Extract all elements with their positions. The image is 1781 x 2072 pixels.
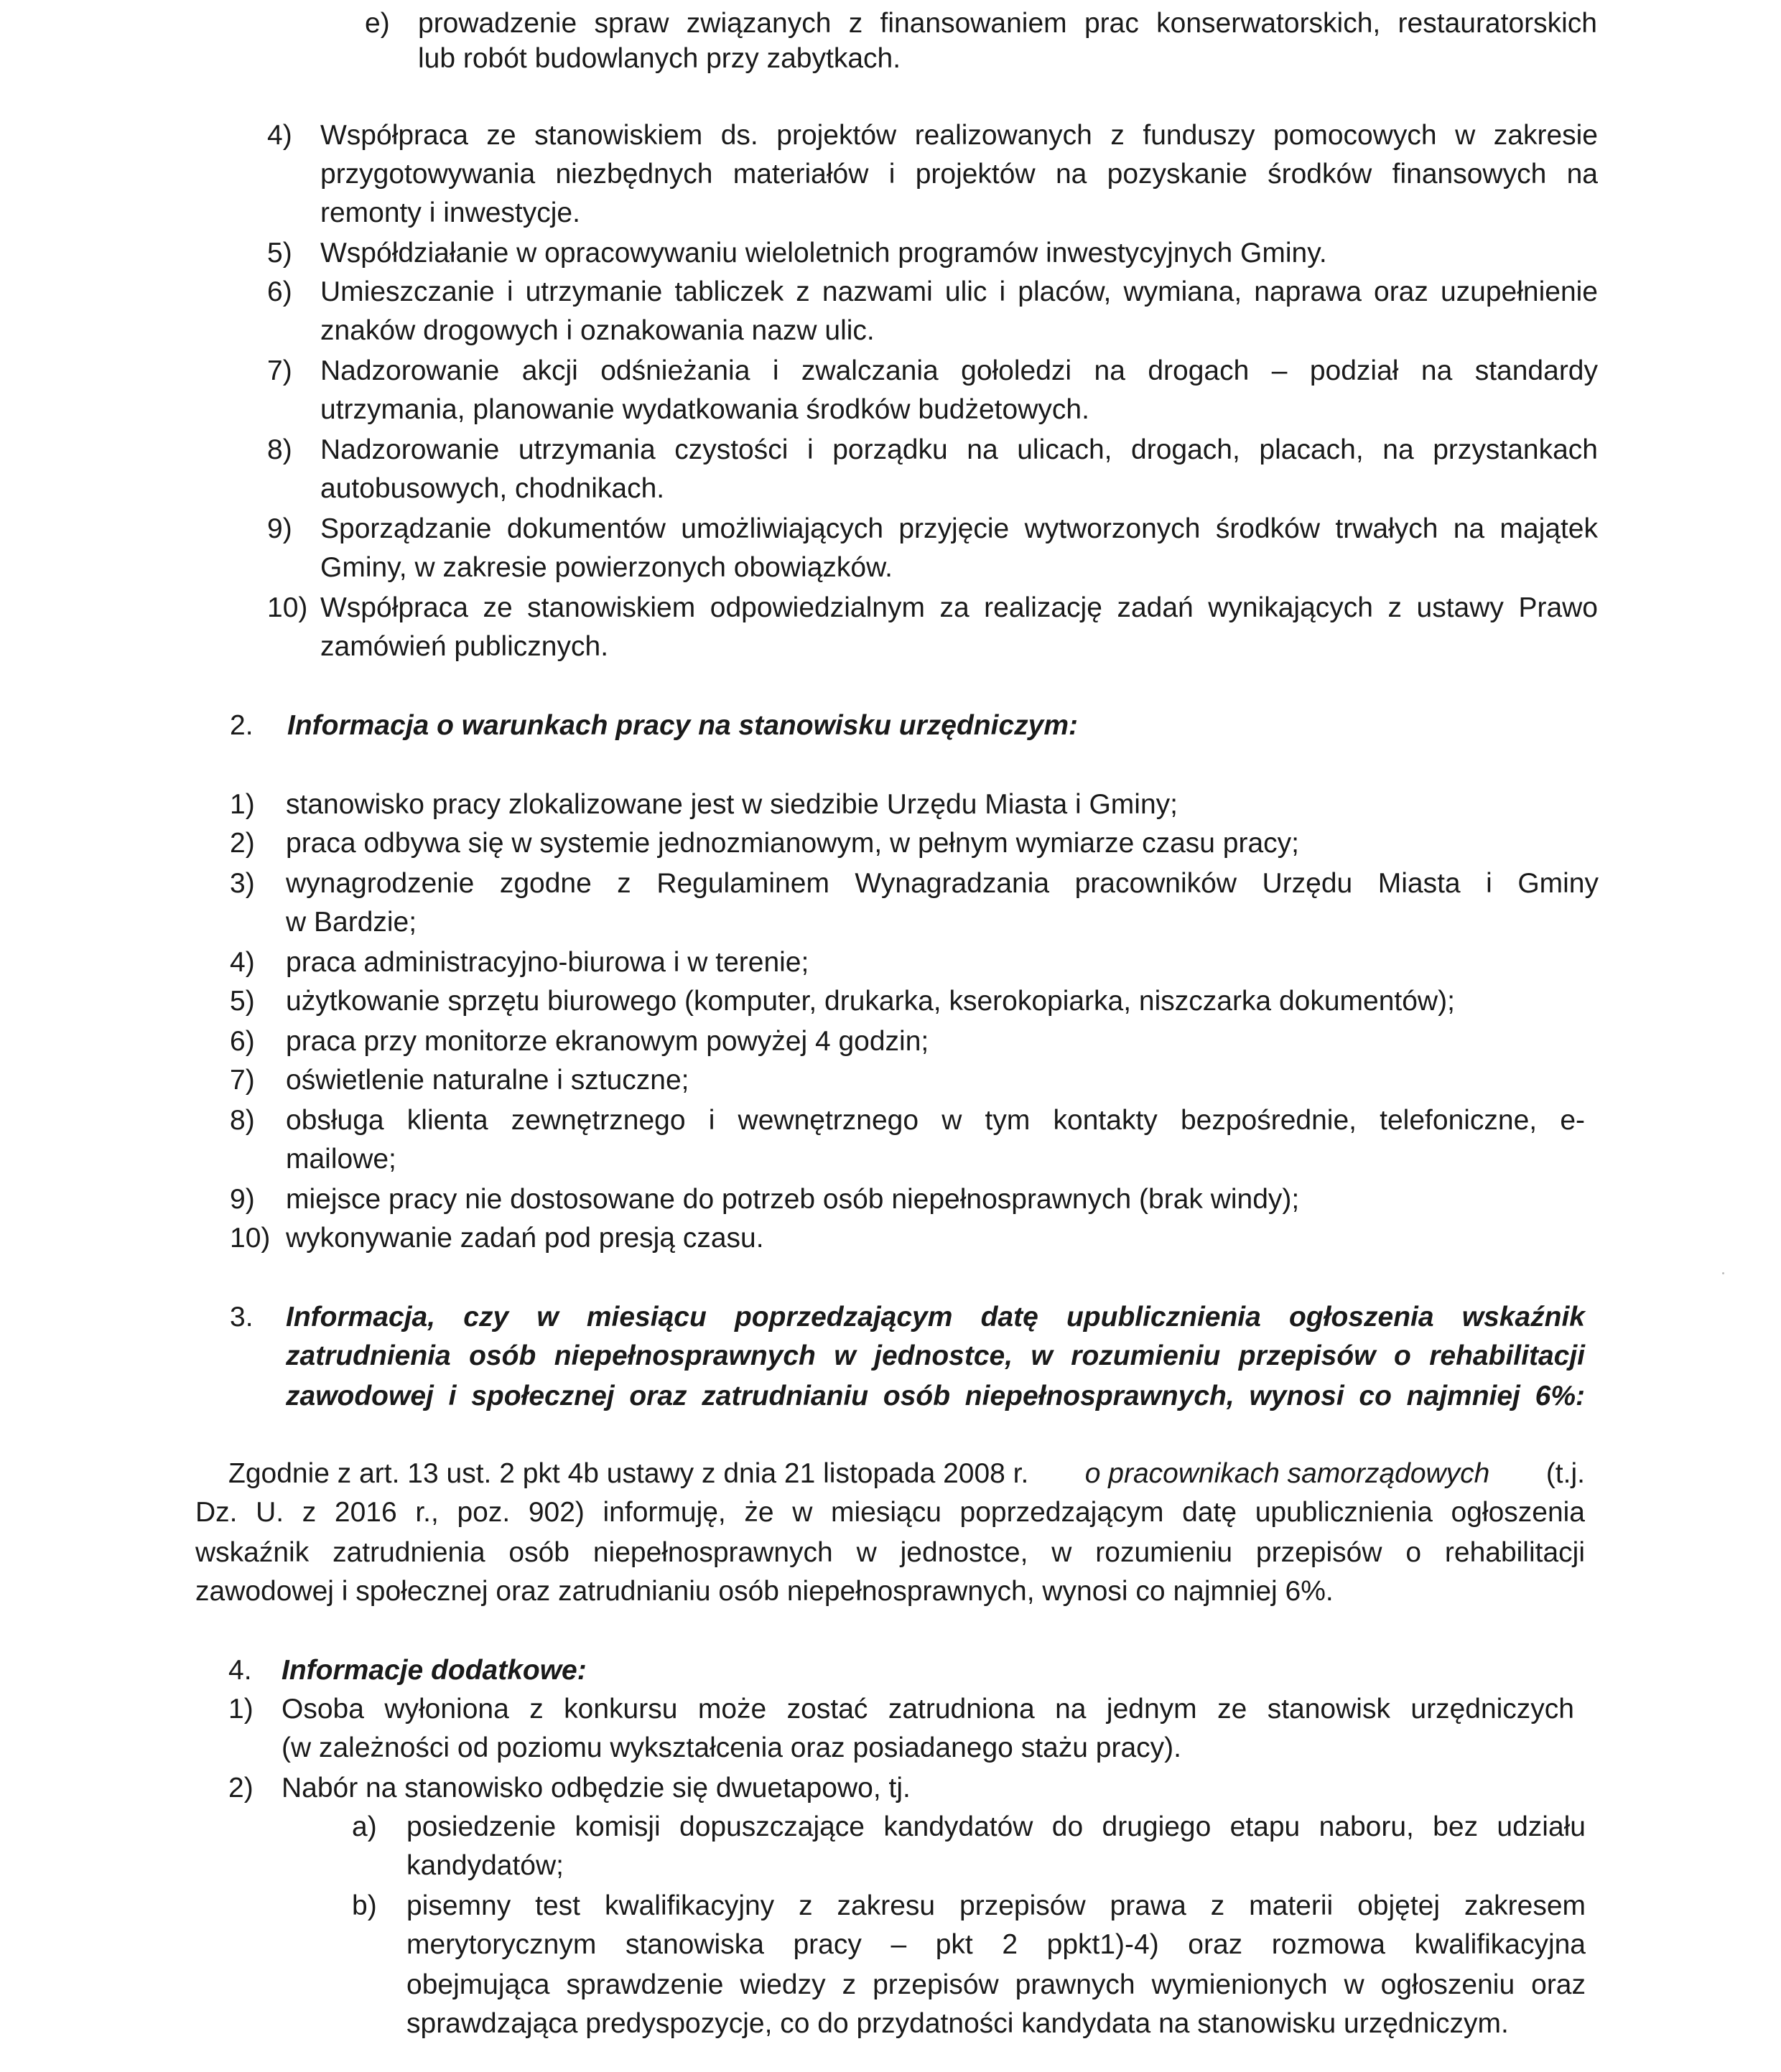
list-label: 10) <box>267 592 308 623</box>
list-line: Gminy, w zakresie powierzonych obowiązków. <box>320 552 893 583</box>
list-line: stanowisko pracy zlokalizowane jest w siedzibie Urzędu Miasta i Gminy; <box>286 789 1178 820</box>
list-label: 3) <box>230 868 255 899</box>
list-label: 7) <box>230 1065 255 1096</box>
paragraph-line: zawodowej i społecznej oraz zatrudnianiu osób niepełnosprawnych, wynosi co najmniej 6%. <box>195 1576 1334 1607</box>
scan-speck <box>1722 1272 1724 1274</box>
list-line: merytorycznym stanowiska pracy – pkt 2 ppkt1)-4) oraz rozmowa kwalifikacyjna <box>406 1929 1586 1960</box>
paragraph-line: Dz. U. z 2016 r., poz. 902) informuję, że w miesiącu poprzedzającym datę upublicznienia ogłoszenia <box>195 1497 1585 1528</box>
list-line: wykonywanie zadań pod presją czasu. <box>286 1223 764 1254</box>
list-line: zamówień publicznych. <box>320 631 609 662</box>
section-number: 3. <box>230 1302 254 1333</box>
list-line: wynagrodzenie zgodne z Regulaminem Wynagradzania pracowników Urzędu Miasta i Gminy <box>286 868 1599 899</box>
paragraph-text: Zgodnie z art. 13 ust. 2 pkt 4b ustawy z dnia 21 listopada 2008 r. <box>228 1458 1029 1489</box>
list-label: b) <box>352 1890 377 1921</box>
list-label: 2) <box>228 1773 254 1803</box>
list-line: przygotowywania niezbędnych materiałów i projektów na pozyskanie środków finansowych na <box>320 159 1598 190</box>
list-line: Nabór na stanowisko odbędzie się dwuetapowo, tj. <box>282 1773 911 1803</box>
list-line: sprawdzająca predyspozycje, co do przydatności kandydata na stanowisku urzędniczym. <box>406 2008 1509 2039</box>
list-line: kandydatów; <box>406 1850 564 1881</box>
list-label: e) <box>365 8 390 39</box>
paragraph-line <box>228 1455 1585 1493</box>
list-label: 4) <box>267 120 292 151</box>
list-line: oświetlenie naturalne i sztuczne; <box>286 1065 689 1096</box>
list-line: Współpraca ze stanowiskiem odpowiedzialnym za realizację zadań wynikających z ustawy Prawo <box>320 592 1598 623</box>
list-line: mailowe; <box>286 1144 396 1175</box>
paragraph-text: (t.j. <box>1545 1458 1585 1489</box>
act-title: o pracownikach samorządowych <box>1084 1458 1490 1489</box>
list-line: obejmująca sprawdzenie wiedzy z przepisów prawnych wymienionych w ogłoszeniu oraz <box>406 1969 1586 2000</box>
list-line: autobusowych, chodnikach. <box>320 473 665 504</box>
list-line: obsługa klienta zewnętrznego i wewnętrznego w tym kontakty bezpośrednie, telefoniczne, e- <box>286 1105 1585 1136</box>
list-line: znaków drogowych i oznakowania nazw ulic. <box>320 315 875 346</box>
list-line: posiedzenie komisji dopuszczające kandydatów do drugiego etapu naboru, bez udziału <box>406 1811 1586 1842</box>
paragraph-line: wskaźnik zatrudnienia osób niepełnosprawnych w jednostce, w rozumieniu przepisów o rehabilitacji <box>195 1537 1585 1568</box>
list-label: 4) <box>230 947 255 978</box>
list-label: a) <box>352 1811 377 1842</box>
list-label: 1) <box>230 789 255 820</box>
list-label: 6) <box>230 1026 255 1057</box>
section-heading: Informacja o warunkach pracy na stanowisku urzędniczym: <box>287 710 1078 741</box>
list-label: 6) <box>267 276 292 307</box>
list-line: pisemny test kwalifikacyjny z zakresu przepisów prawa z materii objętej zakresem <box>406 1890 1586 1921</box>
section-heading: zatrudnienia osób niepełnosprawnych w jednostce, w rozumieniu przepisów o rehabilitacji <box>286 1340 1585 1371</box>
list-line: praca odbywa się w systemie jednozmianowym, w pełnym wymiarze czasu pracy; <box>286 828 1300 859</box>
section-heading: Informacje dodatkowe: <box>282 1655 587 1686</box>
list-label: 2) <box>230 828 255 859</box>
list-line: Współpraca ze stanowiskiem ds. projektów realizowanych z funduszy pomocowych w zakresie <box>320 120 1598 151</box>
list-label: 7) <box>267 355 292 386</box>
list-label: 10) <box>230 1223 271 1254</box>
list-line: Nadzorowanie akcji odśnieżania i zwalczania gołoledzi na drogach – podział na standardy <box>320 355 1598 386</box>
list-line: Osoba wyłoniona z konkursu może zostać zatrudniona na jednym ze stanowisk urzędniczych <box>282 1694 1574 1725</box>
list-line: Współdziałanie w opracowywaniu wieloletnich programów inwestycyjnych Gminy. <box>320 238 1327 269</box>
list-label: 5) <box>267 238 292 269</box>
list-line: remonty i inwestycje. <box>320 197 580 228</box>
list-line: miejsce pracy nie dostosowane do potrzeb osób niepełnosprawnych (brak windy); <box>286 1184 1300 1215</box>
list-line: lub robót budowlanych przy zabytkach. <box>418 43 901 74</box>
section-heading: Informacja, czy w miesiącu poprzedzającym datę upublicznienia ogłoszenia wskaźnik <box>286 1302 1585 1333</box>
list-line: utrzymania, planowanie wydatkowania środków budżetowych. <box>320 394 1089 425</box>
list-label: 9) <box>230 1184 255 1215</box>
list-line: Nadzorowanie utrzymania czystości i porządku na ulicach, drogach, placach, na przystankach <box>320 434 1598 465</box>
section-number: 4. <box>228 1655 252 1686</box>
section-heading: zawodowej i społecznej oraz zatrudnianiu osób niepełnosprawnych, wynosi co najmniej 6%: <box>286 1381 1585 1411</box>
list-label: 8) <box>230 1105 255 1136</box>
list-line: Sporządzanie dokumentów umożliwiających przyjęcie wytworzonych środków trwałych na majątek <box>320 513 1598 544</box>
list-line: prowadzenie spraw związanych z finansowaniem prac konserwatorskich, restauratorskich <box>418 8 1597 39</box>
list-line: praca przy monitorze ekranowym powyżej 4 godzin; <box>286 1026 929 1057</box>
list-line: (w zależności od poziomu wykształcenia oraz posiadanego stażu pracy). <box>282 1732 1181 1763</box>
list-line: użytkowanie sprzętu biurowego (komputer, drukarka, kserokopiarka, niszczarka dokumentów); <box>286 986 1455 1017</box>
list-line: w Bardzie; <box>286 907 417 938</box>
list-line: Umieszczanie i utrzymanie tabliczek z nazwami ulic i placów, wymiana, naprawa oraz uzupełnienie <box>320 276 1598 307</box>
list-label: 9) <box>267 513 292 544</box>
list-label: 8) <box>267 434 292 465</box>
list-label: 5) <box>230 986 255 1017</box>
section-number: 2. <box>230 710 254 741</box>
list-label: 1) <box>228 1694 254 1725</box>
list-line: praca administracyjno-biurowa i w terenie; <box>286 947 809 978</box>
